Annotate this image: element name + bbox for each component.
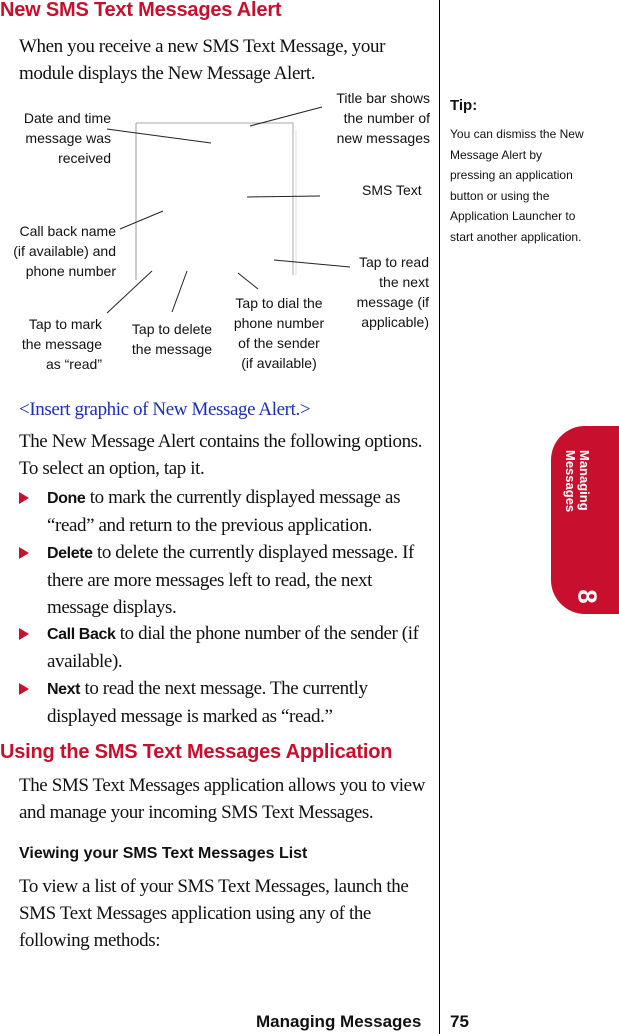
option-text: to read the next message. The currently displayed message is marked as “read.”	[47, 678, 368, 727]
bullet-arrow-icon	[19, 628, 29, 640]
bullet-arrow-icon	[19, 547, 29, 559]
chapter-tab-label-line2: Messages	[563, 450, 578, 513]
section-title-using-sms-app: Using the SMS Text Messages Application	[0, 741, 393, 763]
section2-intro: The SMS Text Messages application allows you to view and manage your incoming SMS Text Messages.	[19, 775, 426, 823]
callout-sms-text: SMS Text	[362, 182, 422, 198]
option-call-back	[19, 620, 434, 675]
chapter-tab-label-line1: Managing	[577, 450, 592, 511]
callout-tap-dial: Tap to dial the phone number of the sender (if available)	[233, 295, 325, 371]
option-text: to mark the currently displayed message as “read” and return to the previous application.	[47, 487, 401, 536]
callout-tap-read-next: Tap to read the next message (if applicable)	[356, 254, 429, 330]
option-keyword: Done	[47, 490, 86, 507]
option-delete	[19, 539, 434, 621]
intro-paragraph: When you receive a new SMS Text Message, your module displays the New Message Alert.	[19, 36, 386, 84]
option-next	[19, 675, 434, 730]
callout-call-back-name: Call back name (if available) and phone number	[13, 223, 116, 279]
chapter-number: 8	[572, 589, 603, 604]
callout-title-bar: Title bar shows the number of new messages	[336, 90, 430, 146]
option-done	[19, 484, 434, 539]
option-keyword: Call Back	[47, 626, 116, 643]
callout-date-time: Date and time message was received	[23, 110, 111, 166]
section2-subtext: To view a list of your SMS Text Messages, launch the SMS Text Messages application using any of the following methods:	[19, 876, 409, 951]
option-keyword: Delete	[47, 545, 93, 562]
page-number: 75	[450, 1012, 469, 1031]
subheading-viewing-list: Viewing your SMS Text Messages List	[19, 845, 308, 862]
graphic-placeholder: <Insert graphic of New Message Alert.>	[19, 399, 311, 420]
callout-tap-mark: Tap to mark the message as “read”	[21, 316, 102, 372]
option-keyword: Next	[47, 681, 81, 698]
bullet-arrow-icon	[19, 683, 29, 695]
chapter-tab	[551, 426, 619, 614]
options-intro: The New Message Alert contains the following options. To select an option, tap it.	[19, 431, 423, 479]
option-text: to dial the phone number of the sender (if available).	[47, 623, 419, 672]
tip-title: Tip:	[450, 97, 478, 114]
callout-tap-delete: Tap to delete the message	[131, 321, 213, 357]
footer-title: Managing Messages	[256, 1012, 422, 1031]
bullet-arrow-icon	[19, 492, 29, 504]
new-message-alert-diagram	[0, 85, 440, 385]
chapter-tab-label	[541, 436, 591, 608]
tip-body: You can dismiss the New Message Alert by pressing an application button or using the Application Launcher to start another application.	[450, 127, 584, 244]
section-title-new-sms-alert: New SMS Text Messages Alert	[0, 0, 282, 21]
option-text: to delete the currently displayed message. If there are more messages left to read, the next message displays.	[47, 542, 414, 618]
